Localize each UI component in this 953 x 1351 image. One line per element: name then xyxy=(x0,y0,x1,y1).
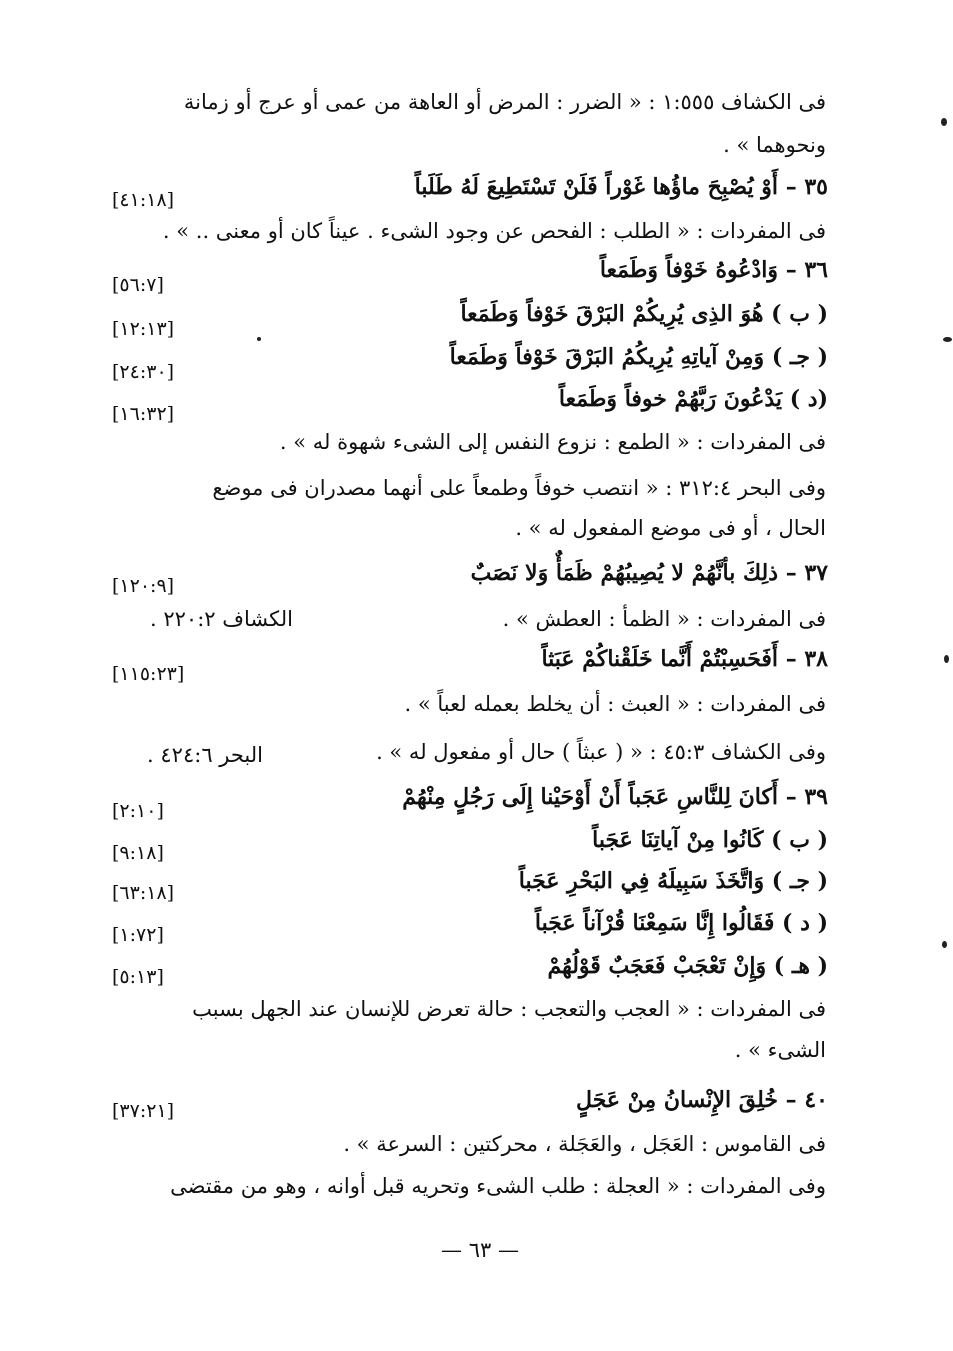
verse-reference: [١٦:٣٢] xyxy=(112,403,175,425)
text-line: فى المفردات : « الظمأ : العطش » . xyxy=(502,607,826,631)
text-line: فى الكشاف ١:٥٥٥ : « الضرر : المرض أو العاهة من عمى أو عرج أو زمانة xyxy=(183,90,826,114)
text-line: فى المفردات : « الطمع : نزوع النفس إلى الشىء شهوة له » . xyxy=(279,430,826,454)
text-line: فى المفردات : « الطلب : الفحص عن وجود الشىء . عيناً كان أو معنى .. » . xyxy=(162,219,826,243)
scan-speck xyxy=(257,337,261,341)
verse-reference: [٢:١٠] xyxy=(112,800,164,822)
text-line: الشىء » . xyxy=(734,1038,826,1062)
page-number: — ٦٣ — xyxy=(441,1238,519,1262)
text-line: فى المفردات : « العبث : أن يخلط بعمله لعباً » . xyxy=(404,692,826,716)
text-line: ونحوهما » . xyxy=(723,133,826,157)
verse-line: ( هـ ) وَإِنْ تَعْجَبْ فَعَجَبٌ قَوْلُهُمْ xyxy=(547,953,828,979)
verse-reference: [٢٤:٣٠] xyxy=(112,361,175,383)
verse-reference: [١١٥:٢٣] xyxy=(112,663,185,685)
verse-reference: [١٢٠:٩] xyxy=(112,575,175,597)
verse-reference: [٤١:١٨] xyxy=(112,189,175,211)
verse-reference: [٥٦:٧] xyxy=(112,274,164,296)
scan-speck xyxy=(941,118,947,126)
verse-reference: [٣٧:٢١] xyxy=(112,1100,175,1122)
verse-line: ٣٥ – أَوْ يُصْبِحَ ماؤُها غَوْراً فَلَنْ تَسْتَطِيعَ لَهُ طَلَباً xyxy=(414,174,828,200)
text-line: فى القاموس : العَجَل ، والعَجَلة ، محركتين : السرعة » . xyxy=(343,1132,826,1156)
verse-line: ٣٩ – أَكانَ لِلنَّاسِ عَجَباً أَنْ أَوْحَيْنا إِلَى رَجُلٍ مِنْهُمْ xyxy=(402,784,828,810)
text-line: الحال ، أو فى موضع المفعول له » . xyxy=(515,516,826,540)
verse-line: (د ) يَدْعُونَ رَبَّهُمْ خوفاً وَطَمَعاً xyxy=(558,386,828,412)
verse-reference: [١:٧٢] xyxy=(112,924,164,946)
text-line: وفى الكشاف ٤٥:٣ : « ( عبثاً ) حال أو مفعول له » . xyxy=(376,740,826,764)
verse-line: ٣٨ – أَفَحَسِبْتُمْ أَنَّما خَلَقْناكُمْ عَبَثاً xyxy=(541,646,828,672)
verse-reference: [١٢:١٣] xyxy=(112,318,175,340)
scan-speck xyxy=(944,655,949,663)
verse-reference: [٦٣:١٨] xyxy=(112,882,175,904)
verse-line: ٤٠ – خُلِقَ الإِنْسانُ مِنْ عَجَلٍ xyxy=(576,1087,828,1113)
verse-line: ( جـ ) وَمِنْ آياتِهِ يُرِيكُمُ البَرْقَ خَوْفاً وَطَمَعاً xyxy=(449,344,828,370)
text-line: وفى البحر ٣١٢:٤ : « انتصب خوفاً وطمعاً على أنهما مصدران فى موضع xyxy=(212,476,826,500)
verse-line: ٣٦ – وَادْعُوهُ خَوْفاً وَطَمَعاً xyxy=(599,257,828,283)
verse-line: ( ب ) هُوَ الذِى يُرِيكُمْ البَرْقَ خَوْفاً وَطَمَعاً xyxy=(460,301,828,327)
verse-line: ٣٧ – ذلِكَ بأنَّهُمْ لا يُصِيبُهُمْ ظَمَأٌ وَلا نَصَبٌ xyxy=(470,560,828,586)
verse-line: ( د ) فَقَالُوا إِنَّا سَمِعْنَا قُرْآناً عَجَباً xyxy=(534,910,828,936)
text-line: البحر ٤٢٤:٦ . xyxy=(147,743,263,767)
text-line: الكشاف ٢٢٠:٢ . xyxy=(150,607,293,631)
scan-speck xyxy=(943,337,952,342)
verse-line: ( جـ ) وَاتَّخَذَ سَبِيلَهُ فِي البَحْرِ عَجَباً xyxy=(518,868,828,894)
text-line: وفى المفردات : « العجلة : طلب الشىء وتحريه قبل أوانه ، وهو من مقتضى xyxy=(170,1174,826,1198)
text-line: فى المفردات : « العجب والتعجب : حالة تعرض للإنسان عند الجهل بسبب xyxy=(192,997,826,1021)
verse-reference: [٩:١٨] xyxy=(112,842,164,864)
verse-line: ( ب ) كَانُوا مِنْ آياتِنَا عَجَباً xyxy=(592,827,828,853)
scan-speck xyxy=(942,941,947,948)
verse-reference: [٥:١٣] xyxy=(112,966,164,988)
